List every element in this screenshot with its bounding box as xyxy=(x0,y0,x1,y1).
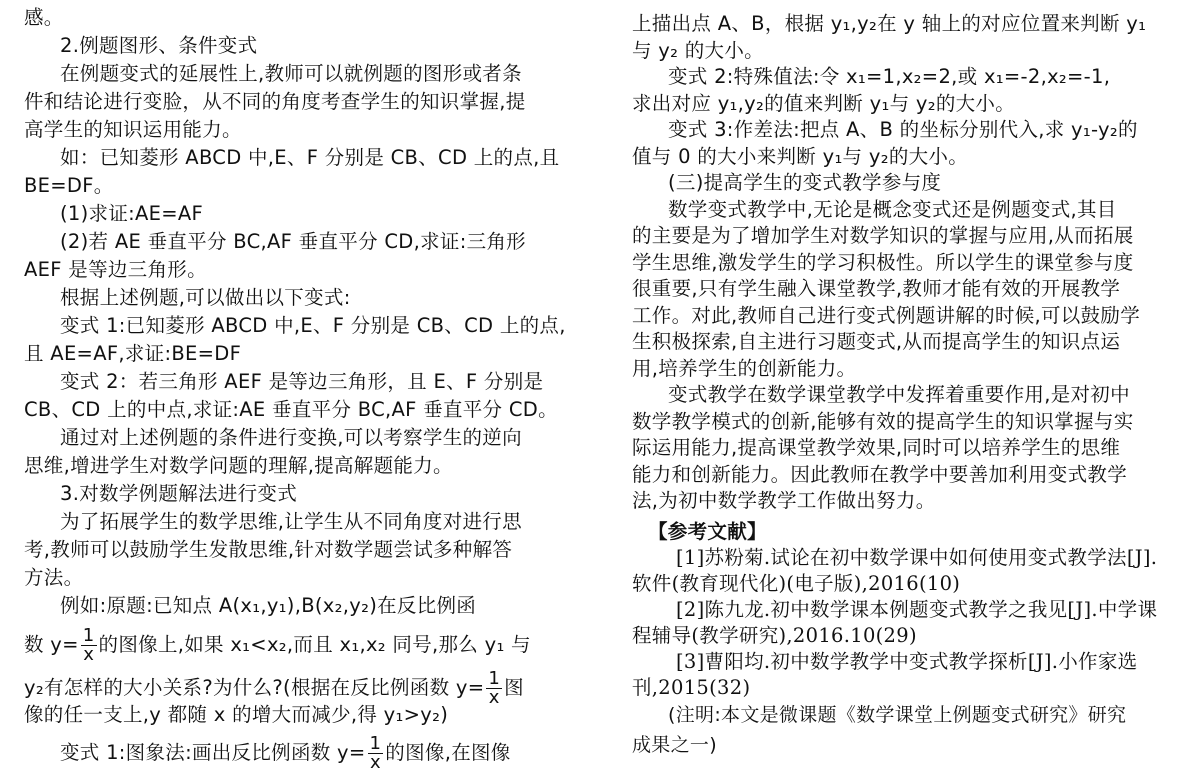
text-line: 的主要是为了增加学生对数学知识的掌握与应用,从而拓展 xyxy=(632,224,1134,247)
text-line: 像的任一支上,y 都随 x 的增大而减少,得 y₁>y₂) xyxy=(24,703,449,726)
text-line: 考,教师可以鼓励学生发散思维,针对数学题尝试多种解答 xyxy=(24,538,513,561)
text-line: 际运用能力,提高课堂教学效果,同时可以培养学生的思维 xyxy=(632,436,1121,459)
fraction-numerator: 1 xyxy=(488,668,501,689)
text-fragment: 的图像上,如果 x₁<x₂,而且 x₁,x₂ 同号,那么 y₁ 与 xyxy=(98,633,531,656)
text-line: 在例题变式的延展性上,教师可以就例题的图形或者条 xyxy=(60,62,522,85)
text-line: 变式 2：若三角形 AEF 是等边三角形，且 E、F 分别是 xyxy=(60,370,544,393)
section-heading: (三)提高学生的变式教学参与度 xyxy=(668,171,942,194)
fraction-denominator: x xyxy=(369,752,381,773)
text-line: 变式 1:已知菱形 ABCD 中,E、F 分别是 CB、CD 上的点, xyxy=(60,314,566,337)
text-line: 变式教学在数学课堂教学中发挥着重要作用,是对初中 xyxy=(668,383,1130,406)
text-line: 与 y₂ 的大小。 xyxy=(632,38,764,62)
text-line: 数学变式教学中,无论是概念变式还是例题变式,其目 xyxy=(668,197,1117,221)
text-line: 感。 xyxy=(24,6,64,29)
text-line: 通过对上述例题的条件进行变换,可以考察学生的逆向 xyxy=(60,426,522,449)
text-line: 法,为初中数学教学工作做出努力。 xyxy=(632,489,936,512)
text-fragment: y₂有怎样的大小关系?为什么?(根据在反比例函数 y= xyxy=(24,676,485,699)
section-heading: 2.例题图形、条件变式 xyxy=(60,34,258,57)
fraction-one-over-x xyxy=(81,627,97,664)
text-line: 工作。对此,教师自己进行变式例题讲解的时候,可以鼓励学 xyxy=(632,303,1140,327)
text-line: 用,培养学生的创新能力。 xyxy=(632,356,857,380)
text-line: 例如:原题:已知点 A(x₁,y₁),B(x₂,y₂)在反比例函 xyxy=(60,594,477,617)
text-line: 能力和创新能力。因此教师在教学中要善加利用变式教学 xyxy=(632,462,1128,486)
fraction-denominator: x xyxy=(488,687,500,708)
text-line: BE=DF。 xyxy=(24,174,114,197)
reference-item: [1]苏粉菊.试论在初中数学课中如何使用变式教学法[J]. xyxy=(676,546,1158,569)
text-line: 上描出点 A、B，根据 y₁,y₂在 y 轴上的对应位置来判断 y₁ xyxy=(632,12,1147,35)
formula-line xyxy=(60,735,511,772)
text-fragment: 图 xyxy=(504,676,524,699)
reference-item: 程辅导(教学研究),2016.10(29) xyxy=(632,624,917,647)
text-line: 根据上述例题,可以做出以下变式: xyxy=(60,286,351,309)
text-line: 为了拓展学生的数学思维,让学生从不同角度对进行思 xyxy=(60,510,522,533)
text-line: (1)求证:AE=AF xyxy=(60,202,204,225)
text-line: 如：已知菱形 ABCD 中,E、F 分别是 CB、CD 上的点,且 xyxy=(60,146,560,169)
references-heading: 【参考文献】 xyxy=(648,520,767,543)
text-line: 且 AE=AF,求证:BE=DF xyxy=(24,342,242,365)
text-fragment: 变式 1:图象法:画出反比例函数 y= xyxy=(60,741,366,764)
text-line: 变式 2:特殊值法:令 x₁=1,x₂=2,或 x₁=-2,x₂=-1, xyxy=(668,65,1111,88)
note-line: (注明:本文是微课题《数学课堂上例题变式研究》研究 xyxy=(668,704,1127,726)
reference-item: [2]陈九龙.初中数学课本例题变式教学之我见[J].中学课 xyxy=(676,598,1158,621)
section-heading: 3.对数学例题解法进行变式 xyxy=(60,482,298,505)
text-fragment: 数 y= xyxy=(24,633,79,656)
reference-item: 软件(教育现代化)(电子版),2016(10) xyxy=(632,572,961,595)
reference-item: 刊,2015(32) xyxy=(632,676,751,699)
reference-item: [3]曹阳均.初中数学教学中变式教学探析[J].小作家选 xyxy=(676,650,1138,673)
fraction-numerator: 1 xyxy=(82,625,95,646)
text-fragment: 的图像,在图像 xyxy=(385,741,511,764)
layout-anchor xyxy=(668,0,669,1)
fraction-one-over-x xyxy=(368,735,384,772)
text-line: 求出对应 y₁,y₂的值来判断 y₁与 y₂的大小。 xyxy=(632,91,1016,115)
text-line: 数学教学模式的创新,能够有效的提高学生的知识掌握与实 xyxy=(632,409,1134,433)
fraction-denominator: x xyxy=(83,644,95,665)
text-line: 学生思维,激发学生的学习积极性。所以学生的课堂参与度 xyxy=(632,250,1134,274)
text-line: 件和结论进行变脸，从不同的角度考查学生的知识掌握,提 xyxy=(24,90,526,113)
text-line: 很重要,只有学生融入课堂教学,教师才能有效的开展教学 xyxy=(632,277,1121,300)
note-line: 成果之一) xyxy=(632,734,717,756)
text-line: 值与 0 的大小来判断 y₁与 y₂的大小。 xyxy=(632,144,969,168)
fraction-one-over-x xyxy=(486,670,502,707)
text-line: AEF 是等边三角形。 xyxy=(24,258,207,281)
text-line: 变式 3:作差法:把点 A、B 的坐标分别代入,求 y₁-y₂的 xyxy=(668,118,1138,141)
formula-line xyxy=(24,627,531,664)
text-line: 方法。 xyxy=(24,566,84,589)
text-line: 高学生的知识运用能力。 xyxy=(24,118,242,141)
text-line: 生积极探索,自主进行习题变式,从而提高学生的知识点运 xyxy=(632,330,1121,353)
fraction-numerator: 1 xyxy=(369,733,382,754)
text-line: (2)若 AE 垂直平分 BC,AF 垂直平分 CD,求证:三角形 xyxy=(60,230,526,253)
text-line: CB、CD 上的中点,求证:AE 垂直平分 BC,AF 垂直平分 CD。 xyxy=(24,398,558,421)
text-line: 思维,增进学生对数学问题的理解,提高解题能力。 xyxy=(24,454,453,477)
